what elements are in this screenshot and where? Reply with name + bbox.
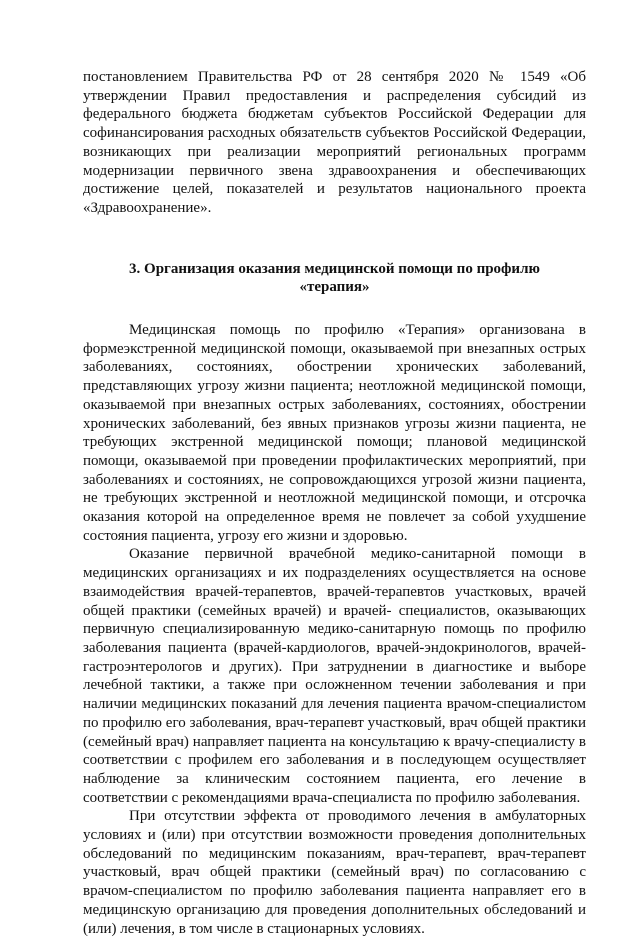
paragraph-referral-conditions: При отсутствии эффекта от проводимого лечения в амбулаторных условиях и (или) при отсутствии возможности проведения дополнительных обследований по медицинским показаниям, врач-терапевт, врач-терапевт участковый, врач общей практики (семейный врач) по согласованию с врачом-специалистом по профилю заболевания пациента направляет его в медицинскую организацию для проведения дополнительных обследований и (или) лечения, в том числе в стационарных условиях.	[83, 808, 586, 937]
intro-paragraph: постановлением Правительства РФ от 28 сентября 2020 № 1549 «Об утверждении Правил предоставления и распределения субсидий из федерального бюджета бюджетам субъектов Российской Федерации для софинансирования расходных обязательств субъектов Российской Федерации, возникающих при реализации мероприятий региональных программ модернизации первичного звена здравоохранения и обеспечивающих достижение целей, показателей и результатов национального проекта «Здравоохранение».	[83, 69, 586, 216]
paragraph-medical-care-forms: Медицинская помощь по профилю «Терапия» организована в формеэкстренной медицинской помощи, оказываемой при внезапных острых заболеваниях, состояниях, обострении хронических заболеваний, представляющих угрозу жизни пациента; неотложной медицинской помощи, оказываемой при внезапных острых заболеваниях, состояниях, обострении хронических заболеваний, без явных признаков угрозы жизни пациента, не требующих экстренной медицинской помощи; плановой медицинской помощи, оказываемой при проведении профилактических мероприятий, при заболеваниях и состояниях, не сопровождающихся угрозой жизни пациента, не требующих экстренной и неотложной медицинской помощи, и отсрочка оказания которой на определенное время не повлечет за собой ухудшение состояния пациента, угрозу его жизни и здоровью.	[83, 322, 586, 544]
paragraph-primary-care-interaction: Оказание первичной врачебной медико-санитарной помощи в медицинских организациях и их подразделениях осуществляется на основе взаимодействия врачей-терапевтов, врачей-терапевтов участковых, врачей общей практики (семейных врачей) и врачей- специалистов, оказывающих первичную специализированную медико-санитарную помощь по профилю заболевания пациента (врачей-кардиологов, врачей-эндокринологов, врачей-гастроэнтерологов и других). При затруднении в диагностике и выборе лечебной тактики, а также при осложненном течении заболевания и при наличии медицинских показаний для лечения пациента врачом-специалистом по профилю его заболевания, врач-терапевт участковый, врач общей практики (семейный врач) направляет пациента на консультацию к врачу-специалисту в соответствии с профилем его заболевания и в последующем осуществляет наблюдение за клиническим состоянием пациента, его лечение в соответствии с рекомендациями врача-специалиста по профилю заболевания.	[83, 546, 586, 806]
section-heading: 3. Организация оказания медицинской помощи по профилю «терапия»	[129, 260, 540, 296]
document-page	[83, 68, 586, 938]
